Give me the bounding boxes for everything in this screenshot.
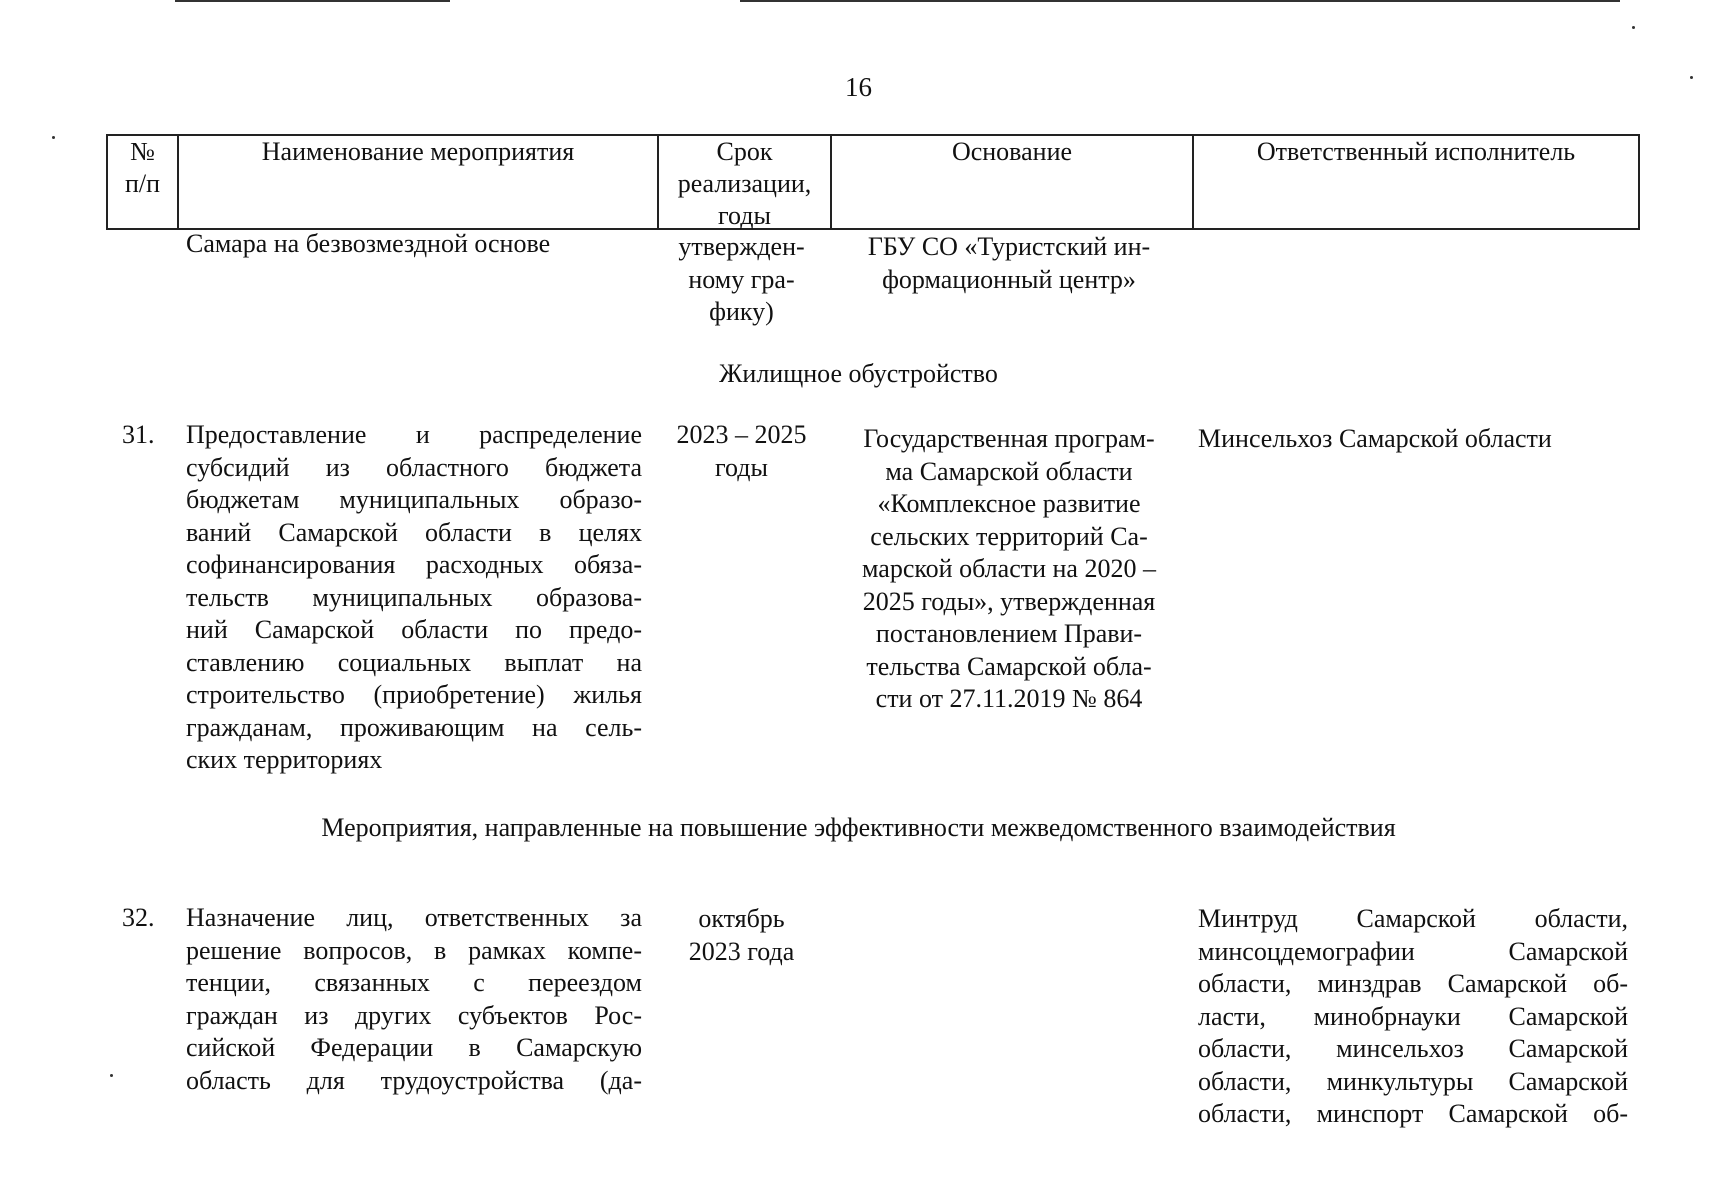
- row-32-responsible-line: Минтруд Самарской области,: [1198, 904, 1628, 933]
- row-32-term-line: октябрь: [698, 904, 785, 933]
- continued-basis: [834, 231, 1184, 296]
- scan-speck: [52, 136, 55, 139]
- row-32-name-line: граждан из других субъектов Рос-: [186, 1000, 642, 1030]
- row-31-basis-line: сельских территорий Са-: [870, 521, 1148, 551]
- header-name-label: Наименование мероприятия: [261, 137, 575, 166]
- row-31-term: [655, 419, 828, 484]
- scan-top-rule: [740, 0, 1620, 2]
- row-31-basis-line: 2025 годы», утвержденная: [862, 586, 1156, 616]
- row-31-basis-line: «Комплексное развитие: [877, 489, 1141, 518]
- row-31-name-line: бюджетам муниципальных образо-: [186, 485, 642, 514]
- header-basis-label: Основание: [951, 137, 1073, 166]
- continued-name: [186, 228, 646, 261]
- row-32-responsible-line: области, минспорт Самарской об-: [1198, 1099, 1628, 1128]
- row-32-term-line: 2023 года: [688, 936, 795, 966]
- row-31-name-line: ний Самарской области по предо-: [186, 615, 642, 644]
- row-31-name: [186, 419, 642, 777]
- row-31-name-line: тельств муниципальных образова-: [186, 582, 642, 612]
- row-32-responsible: [1198, 903, 1628, 1131]
- continued-term: [655, 231, 828, 329]
- continued-basis-line: формационный центр»: [882, 264, 1136, 294]
- row-32-num: 32.: [122, 903, 155, 932]
- continued-basis-line: ГБУ СО «Туристский ин-: [867, 232, 1151, 261]
- row-31-name-line: Предоставление и распределение: [186, 420, 642, 449]
- page-number: 16: [845, 72, 872, 102]
- row-32-name-line: решение вопросов, в рамках компе-: [186, 935, 642, 965]
- header-term: [657, 136, 830, 228]
- row-32-name-line: сийской Федерации в Самарскую: [186, 1033, 642, 1062]
- header-name: [177, 136, 657, 228]
- table-header: [106, 134, 1640, 230]
- row-31-responsible-line: Минсельхоз Самарской области: [1198, 424, 1552, 453]
- row-31-term-line: годы: [715, 452, 768, 482]
- continued-name-text: Самара на безвозмездной основе: [186, 229, 551, 258]
- row-31-name-line: гражданам, проживающим на сель-: [186, 712, 642, 742]
- header-num-line: №: [130, 137, 155, 166]
- row-31-basis-line: ма Самарской области: [885, 456, 1133, 486]
- row-32-term: [655, 903, 828, 968]
- row-32-responsible-line: области, минздрав Самарской об-: [1198, 969, 1628, 998]
- header-num-line: п/п: [124, 169, 161, 198]
- header-term-line: реализации,: [677, 169, 812, 198]
- continued-term-line: ному гра-: [688, 264, 795, 294]
- row-31-basis-line: Государственная програм-: [863, 424, 1155, 453]
- row-31-name-line: ских территориях: [186, 745, 383, 774]
- row-31-name-line: ставлению социальных выплат на: [186, 647, 642, 677]
- row-31-responsible: [1198, 423, 1628, 456]
- row-31-basis-line: тельства Самарской обла-: [866, 651, 1152, 681]
- section-title-housing: Жилищное обустройство: [719, 359, 998, 388]
- row-31-name-line: субсидий из областного бюджета: [186, 452, 642, 482]
- header-num: [108, 136, 177, 228]
- header-term-line: Срок: [716, 137, 773, 166]
- continued-term-line: утвержден-: [678, 232, 805, 261]
- row-32-responsible-line: минсоцдемографии Самарской: [1198, 936, 1628, 966]
- header-responsible: [1192, 136, 1638, 228]
- row-31-basis-line: сти от 27.11.2019 № 864: [875, 684, 1143, 713]
- scan-speck: [110, 1074, 113, 1077]
- row-32-responsible-line: ласти, минобрнауки Самарской: [1198, 1001, 1628, 1031]
- scan-top-rule: [175, 0, 450, 2]
- section-title-interagency: Мероприятия, направленные на повышение эффективности межведомственного взаимодействия: [321, 813, 1396, 842]
- row-31-name-line: строительство (приобретение) жилья: [186, 680, 642, 709]
- continued-term-line: фику): [709, 297, 774, 326]
- row-32-name-line: область для трудоустройства (да-: [186, 1065, 642, 1095]
- row-32-name-line: тенции, связанных с переездом: [186, 968, 642, 997]
- row-31-num: 31.: [122, 420, 155, 449]
- row-31-name-line: ваний Самарской области в целях: [186, 517, 642, 547]
- row-31-basis-line: марской области на 2020 –: [862, 554, 1156, 583]
- header-basis: [830, 136, 1192, 228]
- header-responsible-label: Ответственный исполнитель: [1256, 137, 1576, 166]
- row-31-name-line: софинансирования расходных обяза-: [186, 550, 642, 579]
- row-32-name: [186, 902, 642, 1097]
- row-31-basis: [834, 423, 1184, 716]
- row-31-basis-line: постановлением Прави-: [875, 619, 1143, 648]
- scan-speck: [1632, 26, 1635, 29]
- row-31-term-line: 2023 – 2025: [676, 420, 807, 449]
- header-term-line: годы: [718, 201, 771, 230]
- row-32-name-line: Назначение лиц, ответственных за: [186, 903, 642, 932]
- row-32-responsible-line: области, минкультуры Самарской: [1198, 1066, 1628, 1096]
- row-32-responsible-line: области, минсельхоз Самарской: [1198, 1034, 1628, 1063]
